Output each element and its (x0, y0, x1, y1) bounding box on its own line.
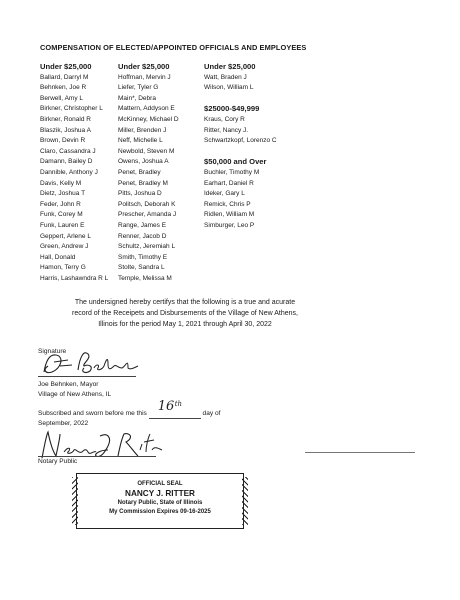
employee-name: Liefer, Tyler G (118, 84, 159, 92)
employee-name: Davis, Kelly M (40, 179, 82, 187)
employee-name: Remick, Chris P (204, 200, 251, 208)
employee-name: Simburger, Leo P (204, 221, 255, 229)
certification-line-3: Illinois for the period May 1, 2021 through April 30, 2022 (98, 320, 272, 328)
signature-label: Signature (38, 348, 67, 355)
notary-signature-line (38, 456, 156, 457)
employee-name: McKinney, Michael D (118, 115, 179, 123)
group-spacer (204, 94, 314, 105)
seal-title: OFFICIAL SEAL (137, 481, 183, 487)
document-title: COMPENSATION OF ELECTED/APPOINTED OFFICIALS AND EMPLOYEES (40, 43, 307, 52)
employee-name: Brown, Devin R (40, 137, 86, 145)
mayor-handwritten-signature (38, 346, 148, 378)
employee-name: Penet, Bradley (118, 168, 161, 176)
sworn-day-blank (149, 399, 201, 419)
sworn-suffix: day of (202, 410, 221, 417)
employee-name: Range, James E (118, 221, 167, 229)
employee-name: Green, Andrew J (40, 243, 89, 251)
employee-name: Ritter, Nancy J. (204, 126, 249, 134)
certification-line-1: The undersigned hereby certifys that the following is a true and acurate (74, 299, 296, 306)
seal-expiry: My Commission Expires 09-16-2025 (109, 508, 211, 515)
sworn-day-suffix: th (174, 400, 183, 408)
employee-name: Temple, Melissa M (118, 274, 172, 282)
employee-name: Claro, Cassandra J (40, 147, 96, 155)
name-column-3 (204, 62, 314, 232)
mayor-block (38, 380, 111, 400)
employee-name: Behnken, Joe R (40, 84, 87, 92)
salary-range-header: Under $25,000 (40, 62, 92, 71)
employee-name: Ideker, Gary L (204, 190, 245, 198)
employee-name: Feder, John R (40, 200, 81, 208)
employee-name: Newbold, Steven M (118, 147, 175, 155)
employee-name: Schwartzkopf, Lorenzo C (204, 137, 277, 145)
employee-name: Dannible, Anthony J (40, 168, 98, 176)
employee-name: Smith, Timothy E (118, 253, 168, 261)
employee-name: Pitts, Joshua D (118, 190, 162, 198)
employee-name: Birkner, Christopher L (40, 105, 103, 113)
employee-name: Berwell, Amy L (40, 94, 83, 102)
certification-statement (35, 298, 335, 330)
employee-name: Main*, Debra (118, 94, 156, 102)
employee-name: Kraus, Cory R (204, 115, 245, 123)
employee-name: Stolte, Sandra L (118, 264, 165, 272)
employee-name: Watt, Braden J (204, 73, 247, 81)
seal-state: Notary Public, State of Illinois (117, 500, 203, 506)
employee-name: Mattern, Addyson E (118, 105, 175, 113)
employee-name: Hall, Donald (40, 253, 76, 261)
employee-name: Neff, Michelle L (118, 137, 163, 145)
salary-range-header: $25000-$49,999 (204, 104, 260, 114)
employee-name: Earhart, Daniel R (204, 179, 254, 187)
official-seal-stamp (76, 473, 244, 529)
mayor-location: Village of New Athens, IL (38, 391, 112, 398)
signature-line (38, 376, 136, 377)
sworn-prefix: Subscribed and sworn before me this (38, 410, 147, 417)
employee-name: Penet, Bradley M (118, 179, 168, 187)
employee-name: Dietz, Joshua T (40, 190, 86, 198)
employee-name: Harris, Lashawndra R L (40, 274, 109, 282)
salary-range-header: Under $25,000 (204, 62, 256, 71)
sworn-statement (38, 399, 298, 429)
seal-name: NANCY J. RITTER (125, 489, 195, 498)
salary-range-header: Under $25,000 (118, 62, 170, 71)
employee-name: Prescher, Amanda J (118, 211, 177, 219)
employee-name: Funk, Corey M (40, 211, 83, 219)
group-spacer (204, 147, 314, 158)
employee-name: Schultz, Jeremiah L (118, 243, 176, 251)
employee-name: Birkner, Ronald R (40, 115, 91, 123)
employee-name: Buchler, Timothy M (204, 168, 260, 176)
employee-name: Geppert, Arlene L (40, 232, 91, 240)
employee-name: Wilson, William L (204, 84, 254, 92)
employee-name: Owens, Joshua A (118, 158, 169, 166)
employee-name: Ridlen, William M (204, 211, 255, 219)
employee-name: Politsch, Deborah K (118, 200, 176, 208)
employee-name: Hoffman, Mervin J (118, 73, 171, 81)
right-dashed-line (305, 452, 415, 453)
employee-name: Funk, Lauren E (40, 221, 85, 229)
mayor-name-title: Joe Behnken, Mayor (38, 381, 99, 388)
employee-name: Ballard, Darryl M (40, 73, 89, 81)
employee-name: Renner, Jacob D (118, 232, 167, 240)
certification-line-2: record of the Receipets and Disbursements of the Village of New Athens, (72, 309, 298, 317)
employee-name: Blaszik, Joshua A (40, 126, 91, 134)
employee-name: Miller, Brenden J (118, 126, 167, 134)
notary-label: Notary Public (38, 458, 78, 465)
salary-range-header: $50,000 and Over (204, 157, 267, 167)
employee-name: Hamon, Terry G (40, 264, 86, 272)
sworn-date-line: September, 2022 (38, 420, 89, 427)
employee-name: Damann, Bailey D (40, 158, 93, 166)
sworn-day: 16 (157, 399, 175, 414)
